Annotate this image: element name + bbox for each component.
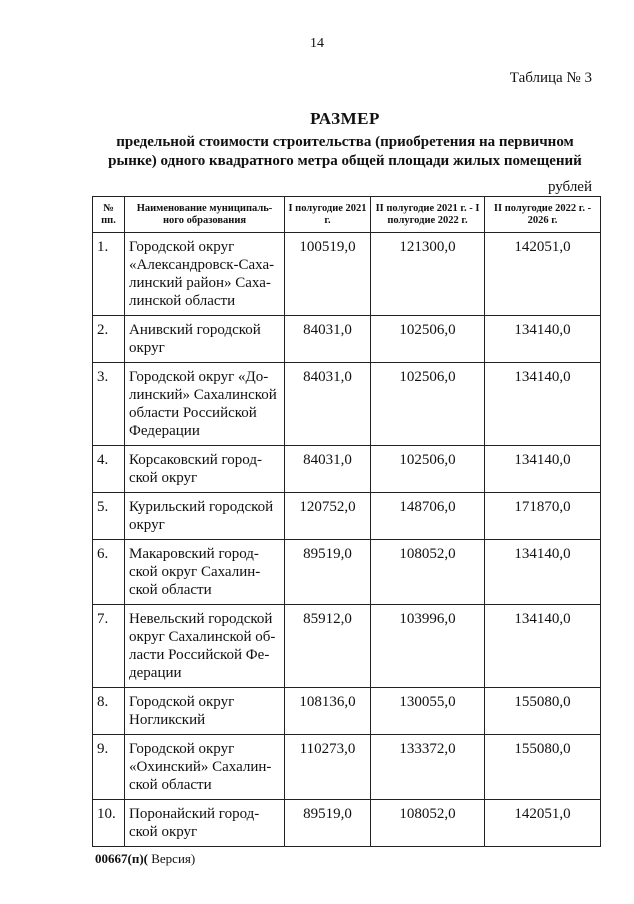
value-period-1: 89519,0 [285, 540, 371, 605]
page-number: 14 [310, 36, 324, 51]
header-name: Наименование муниципаль-ного образования [125, 197, 285, 233]
row-number: 2. [93, 316, 125, 363]
header-period-3: II полугодие 2022 г. - 2026 г. [485, 197, 601, 233]
row-number: 1. [93, 233, 125, 316]
header-period-2: II полугодие 2021 г. - I полугодие 2022 г. [371, 197, 485, 233]
municipality-name: Корсаковский город-ской округ [125, 446, 285, 493]
value-period-2: 102506,0 [371, 363, 485, 446]
header-period-1: I полугодие 2021 г. [285, 197, 371, 233]
table-row [93, 688, 601, 735]
header-num: № пп. [93, 197, 125, 233]
footer-code-text: 00667(п)( [95, 851, 148, 866]
municipality-name: Поронайский город-ской округ [125, 800, 285, 847]
row-number: 5. [93, 493, 125, 540]
municipality-name: Курильский городской округ [125, 493, 285, 540]
value-period-3: 155080,0 [485, 735, 601, 800]
value-period-1: 84031,0 [285, 316, 371, 363]
value-period-1: 100519,0 [285, 233, 371, 316]
document-title [90, 109, 600, 171]
municipality-name: Городской округ «Александровск-Саха-линский район» Саха-линской области [125, 233, 285, 316]
value-period-3: 155080,0 [485, 688, 601, 735]
cost-table [92, 196, 601, 847]
value-period-2: 108052,0 [371, 540, 485, 605]
municipality-name: Анивский городской округ [125, 316, 285, 363]
value-period-2: 108052,0 [371, 800, 485, 847]
table-header-row [93, 197, 601, 233]
municipality-name: Городской округ «Охинский» Сахалин-ской области [125, 735, 285, 800]
value-period-3: 134140,0 [485, 316, 601, 363]
row-number: 6. [93, 540, 125, 605]
value-period-3: 171870,0 [485, 493, 601, 540]
value-period-3: 134140,0 [485, 446, 601, 493]
table-body [93, 233, 601, 847]
row-number: 8. [93, 688, 125, 735]
row-number: 10. [93, 800, 125, 847]
municipality-name: Макаровский город-ской округ Сахалин-ской области [125, 540, 285, 605]
value-period-1: 89519,0 [285, 800, 371, 847]
value-period-2: 121300,0 [371, 233, 485, 316]
value-period-1: 120752,0 [285, 493, 371, 540]
municipality-name: Городской округ «До-линский» Сахалинской области Российской Федерации [125, 363, 285, 446]
row-number: 4. [93, 446, 125, 493]
value-period-3: 134140,0 [485, 363, 601, 446]
table-row [93, 540, 601, 605]
value-period-2: 103996,0 [371, 605, 485, 688]
value-period-3: 142051,0 [485, 233, 601, 316]
value-period-1: 110273,0 [285, 735, 371, 800]
value-period-3: 134140,0 [485, 540, 601, 605]
value-period-3: 142051,0 [485, 800, 601, 847]
table-row [93, 493, 601, 540]
value-period-2: 148706,0 [371, 493, 485, 540]
units-label: рублей [547, 179, 592, 195]
table-row [93, 446, 601, 493]
table-row [93, 316, 601, 363]
table-row [93, 605, 601, 688]
title-line-1: предельной стоимости строительства (приобретения на первичном [116, 134, 574, 150]
value-period-1: 84031,0 [285, 363, 371, 446]
value-period-2: 102506,0 [371, 446, 485, 493]
municipality-name: Городской округ Ногликский [125, 688, 285, 735]
value-period-2: 102506,0 [371, 316, 485, 363]
footer-code [95, 851, 195, 867]
table-row [93, 233, 601, 316]
row-number: 7. [93, 605, 125, 688]
value-period-2: 130055,0 [371, 688, 485, 735]
table-caption: Таблица № 3 [509, 70, 592, 86]
row-number: 9. [93, 735, 125, 800]
value-period-1: 85912,0 [285, 605, 371, 688]
table-row [93, 363, 601, 446]
value-period-3: 134140,0 [485, 605, 601, 688]
footer-version-text: Версия) [147, 851, 196, 866]
value-period-2: 133372,0 [371, 735, 485, 800]
value-period-1: 108136,0 [285, 688, 371, 735]
title-line-2: рынке) одного квадратного метра общей площади жилых помещений [108, 153, 582, 169]
value-period-1: 84031,0 [285, 446, 371, 493]
municipality-name: Невельский городской округ Сахалинской об-ласти Российской Фе-дерации [125, 605, 285, 688]
table-row [93, 735, 601, 800]
table-row [93, 800, 601, 847]
title-main: РАЗМЕР [310, 109, 380, 128]
row-number: 3. [93, 363, 125, 446]
